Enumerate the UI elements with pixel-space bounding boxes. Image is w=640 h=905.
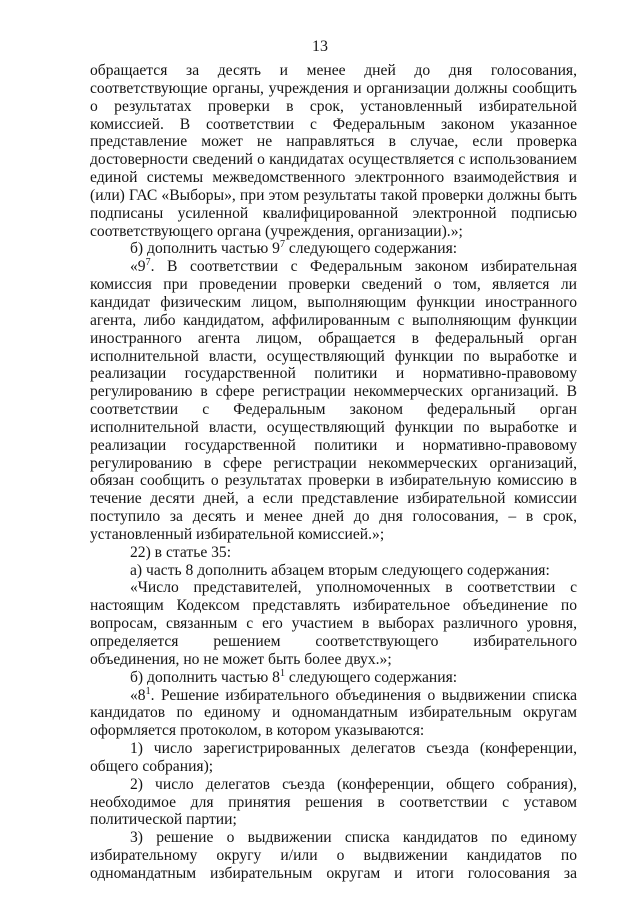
list-item-2: 2) число делегатов съезда (конференции, общего собрания), необходимое для принятия решения в соответствии с уставом политической партии; <box>90 775 577 829</box>
paragraph-part-8-1 <box>90 687 577 741</box>
page-number: 13 <box>312 38 328 55</box>
superscript: 1 <box>145 685 151 697</box>
paragraph-text: следующего содержания: <box>284 668 458 686</box>
document-body <box>90 62 577 883</box>
paragraph-text: . Решение избирательного объединения о выдвижении списка кандидатов по единому и одномандатным избирательным округам оформляется протоколом, в котором указываются: <box>90 686 577 740</box>
paragraph-text: б) дополнить частью 8 <box>130 668 280 686</box>
paragraph-amendment-a: а) часть 8 дополнить абзацем вторым следующего содержания: <box>130 561 550 579</box>
paragraph-text: . В соответствии с Федеральным законом избирательная комиссия при проведении проверки сведений о том, является ли кандидат физическим лицом, выполняющим функции иностранного агента, либо кандидатом, аффилированным с выполняющим функции иностранного агента лицом, обращается в федеральный орган исполнительной власти, осуществляющий функции по выработке и реализации государственной политики и нормативно-правовому регулированию в сфере регистрации некоммерческих организаций. В соответствии с Федеральным законом федеральный орган исполнительной власти, осуществляющий функции по выработке и реализации государственной политики и нормативно-правовому регулированию в сфере регистрации некоммерческих организаций, обязан сообщить о результатах проверки в избирательную комиссию в течение десяти дней, а если представление избирательной комиссии поступило за десять и менее дней до дня голосования, – в срок, установленный избирательной комиссией.»; <box>90 258 577 543</box>
paragraph-amendment-b <box>90 240 577 258</box>
paragraph-item-22: 22) в статье 35: <box>130 543 232 561</box>
superscript: 1 <box>279 667 285 679</box>
paragraph-quote-representatives: «Число представителей, уполномоченных в соответствии с настоящим Кодексом представлять избирательное объединение по вопросам, связанным с его участием в выборах различного уровня, определяется решением соответствующего избирательного объединения, но не может быть более двух.»; <box>90 579 577 668</box>
paragraph-text: «8 <box>130 686 146 704</box>
paragraph-text: «9 <box>130 258 146 276</box>
superscript: 7 <box>279 239 285 251</box>
list-item-1: 1) число зарегистрированных делегатов съезда (конференции, общего собрания); <box>90 740 577 775</box>
paragraph-text: б) дополнить частью 9 <box>130 240 280 258</box>
paragraph-part-9-7 <box>90 258 577 544</box>
paragraph-continuation: обращается за десять и менее дней до дня голосования, соответствующие органы, учреждения и организации должны сообщить о результатах проверки в срок, установленный избирательной комиссией. В соответствии с Федеральным законом указанное представление может не направляться в случае, если проверка достоверности сведений о кандидатах осуществляется с использованием единой системы межведомственного электронного взаимодействия и (или) ГАС «Выборы», при этом результаты такой проверки должны быть подписаны усиленной квалифицированной электронной подписью соответствующего органа (учреждения, организации).»; <box>90 62 577 240</box>
paragraph-text: следующего содержания: <box>284 240 458 258</box>
paragraph-amendment-b-2 <box>90 669 577 687</box>
list-item-3: 3) решение о выдвижении списка кандидатов по единому избирательному округу и/или о выдвижении кандидатов по одномандатным избирательным округам и итоги голосования за <box>90 829 577 882</box>
superscript: 7 <box>145 257 151 269</box>
